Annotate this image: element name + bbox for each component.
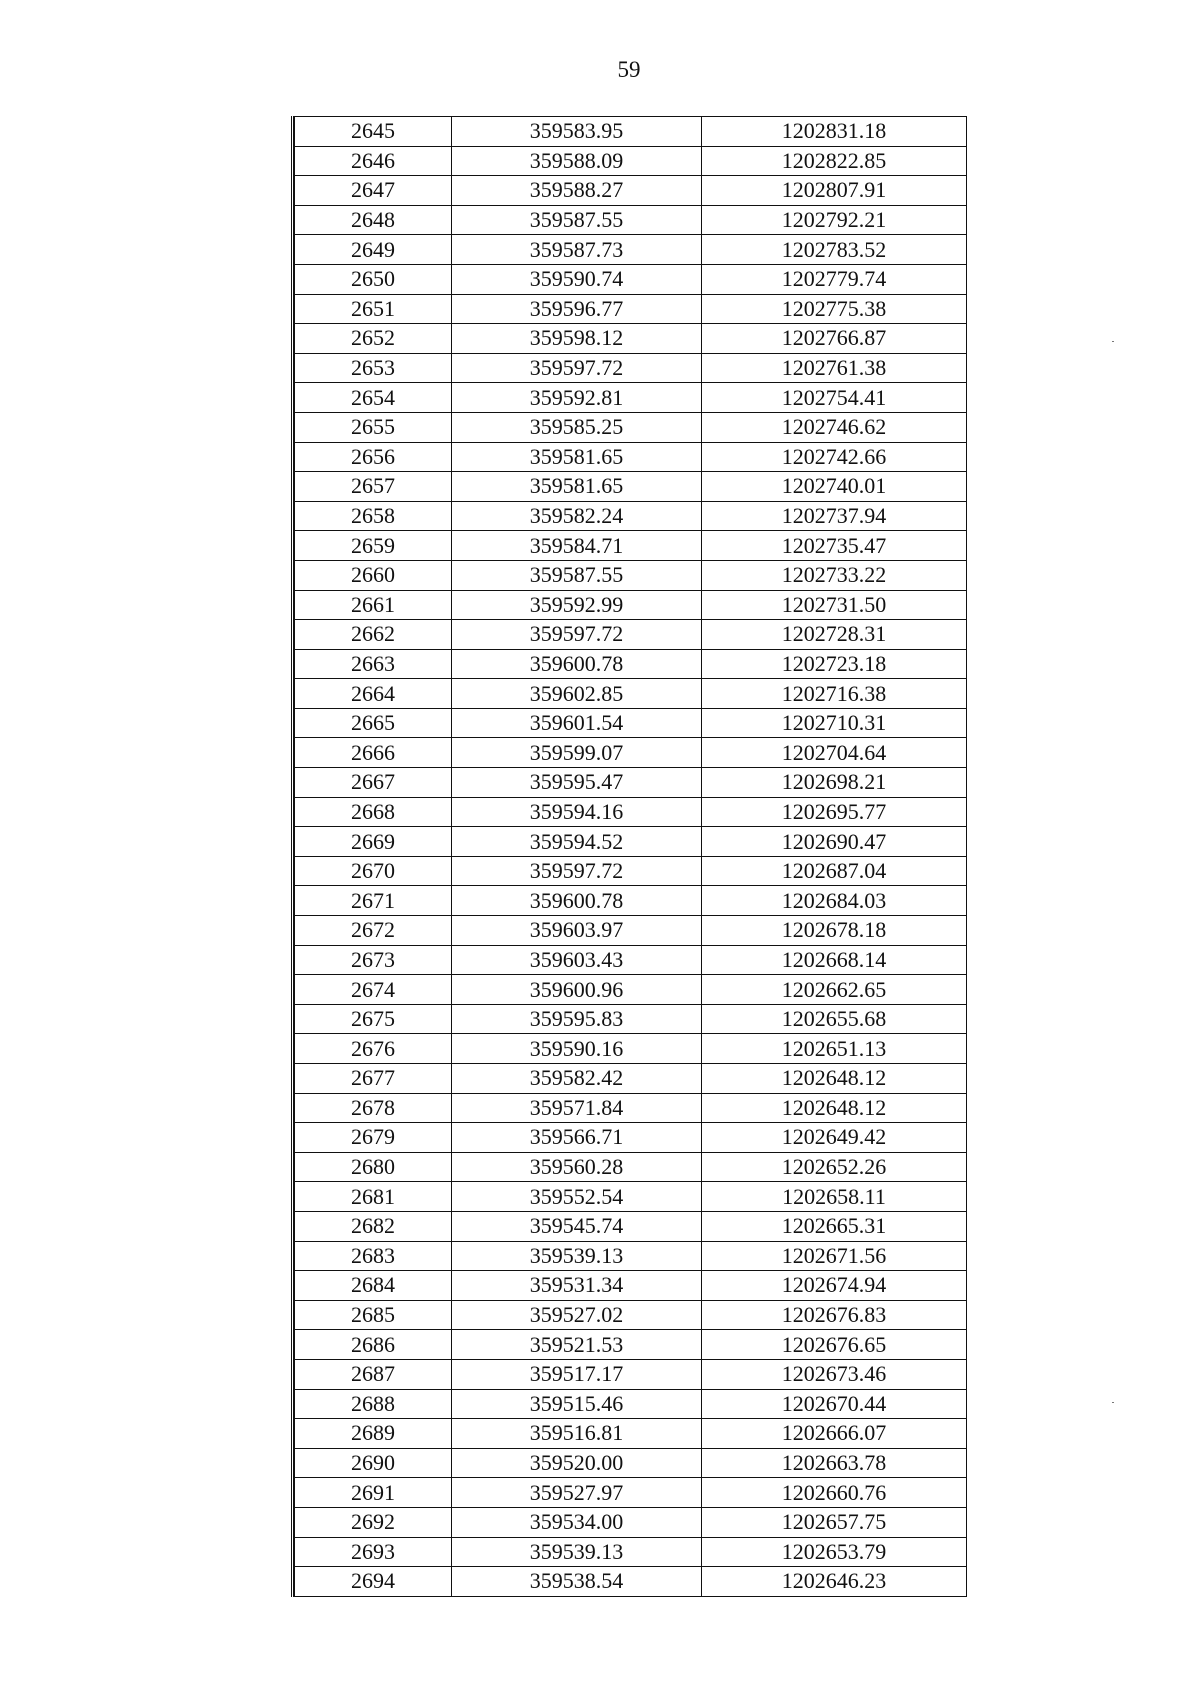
- x-coordinate-cell: 359560.28: [452, 1152, 702, 1182]
- x-coordinate-cell: 359603.97: [452, 916, 702, 946]
- y-coordinate-cell: 1202783.52: [702, 235, 967, 265]
- table-row: [295, 1300, 967, 1330]
- point-number-cell: 2691: [295, 1478, 452, 1508]
- table-row: [295, 1211, 967, 1241]
- y-coordinate-cell: 1202754.41: [702, 383, 967, 413]
- table-row: [295, 1034, 967, 1064]
- y-coordinate-cell: 1202775.38: [702, 294, 967, 324]
- table-row: [295, 501, 967, 531]
- x-coordinate-cell: 359517.17: [452, 1359, 702, 1389]
- point-number-cell: 2658: [295, 501, 452, 531]
- x-coordinate-cell: 359527.97: [452, 1478, 702, 1508]
- y-coordinate-cell: 1202649.42: [702, 1123, 967, 1153]
- x-coordinate-cell: 359595.47: [452, 768, 702, 798]
- table-row: [295, 1004, 967, 1034]
- x-coordinate-cell: 359516.81: [452, 1419, 702, 1449]
- point-number-cell: 2650: [295, 264, 452, 294]
- table-row: [295, 856, 967, 886]
- table-row: [295, 353, 967, 383]
- point-number-cell: 2690: [295, 1448, 452, 1478]
- x-coordinate-cell: 359531.34: [452, 1271, 702, 1301]
- point-number-cell: 2661: [295, 590, 452, 620]
- x-coordinate-cell: 359603.43: [452, 945, 702, 975]
- x-coordinate-cell: 359515.46: [452, 1389, 702, 1419]
- table-row: [295, 205, 967, 235]
- point-number-cell: 2649: [295, 235, 452, 265]
- y-coordinate-cell: 1202671.56: [702, 1241, 967, 1271]
- point-number-cell: 2686: [295, 1330, 452, 1360]
- table-row: [295, 1330, 967, 1360]
- x-coordinate-cell: 359587.73: [452, 235, 702, 265]
- x-coordinate-cell: 359595.83: [452, 1004, 702, 1034]
- point-number-cell: 2682: [295, 1211, 452, 1241]
- y-coordinate-cell: 1202742.66: [702, 442, 967, 472]
- table-row: [295, 1359, 967, 1389]
- y-coordinate-cell: 1202652.26: [702, 1152, 967, 1182]
- x-coordinate-cell: 359597.72: [452, 620, 702, 650]
- y-coordinate-cell: 1202670.44: [702, 1389, 967, 1419]
- table-row: [295, 531, 967, 561]
- y-coordinate-cell: 1202668.14: [702, 945, 967, 975]
- y-coordinate-cell: 1202704.64: [702, 738, 967, 768]
- table-row: [295, 768, 967, 798]
- table-row: [295, 1271, 967, 1301]
- table-row: [295, 975, 967, 1005]
- table-row: [295, 442, 967, 472]
- table-row: [295, 1064, 967, 1094]
- y-coordinate-cell: 1202740.01: [702, 472, 967, 502]
- y-coordinate-cell: 1202648.12: [702, 1093, 967, 1123]
- point-number-cell: 2645: [295, 117, 452, 147]
- point-number-cell: 2667: [295, 768, 452, 798]
- y-coordinate-cell: 1202728.31: [702, 620, 967, 650]
- y-coordinate-cell: 1202735.47: [702, 531, 967, 561]
- point-number-cell: 2655: [295, 412, 452, 442]
- scan-speck: [1112, 1402, 1114, 1403]
- x-coordinate-cell: 359581.65: [452, 442, 702, 472]
- table-row: [295, 176, 967, 206]
- x-coordinate-cell: 359538.54: [452, 1567, 702, 1597]
- table-row: [295, 886, 967, 916]
- y-coordinate-cell: 1202731.50: [702, 590, 967, 620]
- table-row: [295, 1567, 967, 1597]
- point-number-cell: 2663: [295, 649, 452, 679]
- point-number-cell: 2651: [295, 294, 452, 324]
- table-row: [295, 383, 967, 413]
- x-coordinate-cell: 359582.24: [452, 501, 702, 531]
- y-coordinate-cell: 1202690.47: [702, 827, 967, 857]
- y-coordinate-cell: 1202660.76: [702, 1478, 967, 1508]
- x-coordinate-cell: 359583.95: [452, 117, 702, 147]
- table-row: [295, 472, 967, 502]
- scan-speck: [1112, 341, 1114, 342]
- x-coordinate-cell: 359592.81: [452, 383, 702, 413]
- point-number-cell: 2692: [295, 1507, 452, 1537]
- point-number-cell: 2672: [295, 916, 452, 946]
- y-coordinate-cell: 1202746.62: [702, 412, 967, 442]
- point-number-cell: 2684: [295, 1271, 452, 1301]
- point-number-cell: 2675: [295, 1004, 452, 1034]
- x-coordinate-cell: 359596.77: [452, 294, 702, 324]
- x-coordinate-cell: 359588.27: [452, 176, 702, 206]
- x-coordinate-cell: 359552.54: [452, 1182, 702, 1212]
- x-coordinate-cell: 359521.53: [452, 1330, 702, 1360]
- table-row: [295, 294, 967, 324]
- point-number-cell: 2694: [295, 1567, 452, 1597]
- x-coordinate-cell: 359582.42: [452, 1064, 702, 1094]
- x-coordinate-cell: 359520.00: [452, 1448, 702, 1478]
- y-coordinate-cell: 1202648.12: [702, 1064, 967, 1094]
- point-number-cell: 2660: [295, 560, 452, 590]
- y-coordinate-cell: 1202733.22: [702, 560, 967, 590]
- x-coordinate-cell: 359592.99: [452, 590, 702, 620]
- table-row: [295, 560, 967, 590]
- x-coordinate-cell: 359599.07: [452, 738, 702, 768]
- point-number-cell: 2646: [295, 146, 452, 176]
- point-number-cell: 2670: [295, 856, 452, 886]
- x-coordinate-cell: 359602.85: [452, 679, 702, 709]
- table-row: [295, 827, 967, 857]
- x-coordinate-cell: 359581.65: [452, 472, 702, 502]
- y-coordinate-cell: 1202822.85: [702, 146, 967, 176]
- point-number-cell: 2664: [295, 679, 452, 709]
- y-coordinate-cell: 1202674.94: [702, 1271, 967, 1301]
- x-coordinate-cell: 359534.00: [452, 1507, 702, 1537]
- table-row: [295, 1448, 967, 1478]
- point-number-cell: 2666: [295, 738, 452, 768]
- x-coordinate-cell: 359600.78: [452, 886, 702, 916]
- x-coordinate-cell: 359594.16: [452, 797, 702, 827]
- table-row: [295, 738, 967, 768]
- y-coordinate-cell: 1202662.65: [702, 975, 967, 1005]
- y-coordinate-cell: 1202655.68: [702, 1004, 967, 1034]
- table-row: [295, 1152, 967, 1182]
- table-row: [295, 117, 967, 147]
- table-row: [295, 620, 967, 650]
- point-number-cell: 2683: [295, 1241, 452, 1271]
- x-coordinate-cell: 359585.25: [452, 412, 702, 442]
- y-coordinate-cell: 1202666.07: [702, 1419, 967, 1449]
- y-coordinate-cell: 1202698.21: [702, 768, 967, 798]
- y-coordinate-cell: 1202678.18: [702, 916, 967, 946]
- y-coordinate-cell: 1202684.03: [702, 886, 967, 916]
- x-coordinate-cell: 359584.71: [452, 531, 702, 561]
- x-coordinate-cell: 359600.78: [452, 649, 702, 679]
- y-coordinate-cell: 1202695.77: [702, 797, 967, 827]
- y-coordinate-cell: 1202807.91: [702, 176, 967, 206]
- table-row: [295, 1123, 967, 1153]
- point-number-cell: 2671: [295, 886, 452, 916]
- coordinates-table-body: [295, 117, 967, 1597]
- x-coordinate-cell: 359587.55: [452, 560, 702, 590]
- y-coordinate-cell: 1202779.74: [702, 264, 967, 294]
- y-coordinate-cell: 1202673.46: [702, 1359, 967, 1389]
- x-coordinate-cell: 359598.12: [452, 324, 702, 354]
- x-coordinate-cell: 359527.02: [452, 1300, 702, 1330]
- point-number-cell: 2676: [295, 1034, 452, 1064]
- y-coordinate-cell: 1202676.83: [702, 1300, 967, 1330]
- point-number-cell: 2674: [295, 975, 452, 1005]
- table-row: [295, 324, 967, 354]
- table-row: [295, 1537, 967, 1567]
- table-row: [295, 797, 967, 827]
- y-coordinate-cell: 1202792.21: [702, 205, 967, 235]
- table-row: [295, 1093, 967, 1123]
- point-number-cell: 2659: [295, 531, 452, 561]
- x-coordinate-cell: 359587.55: [452, 205, 702, 235]
- table-row: [295, 708, 967, 738]
- x-coordinate-cell: 359539.13: [452, 1537, 702, 1567]
- table-row: [295, 412, 967, 442]
- y-coordinate-cell: 1202658.11: [702, 1182, 967, 1212]
- point-number-cell: 2665: [295, 708, 452, 738]
- table-row: [295, 916, 967, 946]
- x-coordinate-cell: 359594.52: [452, 827, 702, 857]
- point-number-cell: 2685: [295, 1300, 452, 1330]
- y-coordinate-cell: 1202831.18: [702, 117, 967, 147]
- y-coordinate-cell: 1202646.23: [702, 1567, 967, 1597]
- point-number-cell: 2693: [295, 1537, 452, 1567]
- point-number-cell: 2648: [295, 205, 452, 235]
- point-number-cell: 2653: [295, 353, 452, 383]
- point-number-cell: 2680: [295, 1152, 452, 1182]
- y-coordinate-cell: 1202676.65: [702, 1330, 967, 1360]
- table-row: [295, 264, 967, 294]
- x-coordinate-cell: 359597.72: [452, 353, 702, 383]
- point-number-cell: 2669: [295, 827, 452, 857]
- point-number-cell: 2657: [295, 472, 452, 502]
- point-number-cell: 2656: [295, 442, 452, 472]
- y-coordinate-cell: 1202761.38: [702, 353, 967, 383]
- x-coordinate-cell: 359539.13: [452, 1241, 702, 1271]
- page-number: 59: [617, 57, 641, 82]
- y-coordinate-cell: 1202665.31: [702, 1211, 967, 1241]
- x-coordinate-cell: 359566.71: [452, 1123, 702, 1153]
- x-coordinate-cell: 359588.09: [452, 146, 702, 176]
- x-coordinate-cell: 359600.96: [452, 975, 702, 1005]
- table-row: [295, 1389, 967, 1419]
- point-number-cell: 2681: [295, 1182, 452, 1212]
- table-row: [295, 945, 967, 975]
- point-number-cell: 2687: [295, 1359, 452, 1389]
- table-row: [295, 1241, 967, 1271]
- point-number-cell: 2652: [295, 324, 452, 354]
- table-row: [295, 1419, 967, 1449]
- y-coordinate-cell: 1202710.31: [702, 708, 967, 738]
- y-coordinate-cell: 1202663.78: [702, 1448, 967, 1478]
- coordinates-table-frame: [291, 116, 967, 1597]
- table-row: [295, 146, 967, 176]
- y-coordinate-cell: 1202766.87: [702, 324, 967, 354]
- table-row: [295, 235, 967, 265]
- table-row: [295, 679, 967, 709]
- point-number-cell: 2673: [295, 945, 452, 975]
- point-number-cell: 2668: [295, 797, 452, 827]
- table-row: [295, 1182, 967, 1212]
- x-coordinate-cell: 359597.72: [452, 856, 702, 886]
- point-number-cell: 2677: [295, 1064, 452, 1094]
- point-number-cell: 2688: [295, 1389, 452, 1419]
- point-number-cell: 2647: [295, 176, 452, 206]
- table-row: [295, 1507, 967, 1537]
- table-row: [295, 1478, 967, 1508]
- x-coordinate-cell: 359545.74: [452, 1211, 702, 1241]
- y-coordinate-cell: 1202687.04: [702, 856, 967, 886]
- point-number-cell: 2678: [295, 1093, 452, 1123]
- coordinates-table: [294, 116, 967, 1597]
- point-number-cell: 2689: [295, 1419, 452, 1449]
- point-number-cell: 2679: [295, 1123, 452, 1153]
- x-coordinate-cell: 359601.54: [452, 708, 702, 738]
- point-number-cell: 2654: [295, 383, 452, 413]
- x-coordinate-cell: 359571.84: [452, 1093, 702, 1123]
- y-coordinate-cell: 1202716.38: [702, 679, 967, 709]
- y-coordinate-cell: 1202737.94: [702, 501, 967, 531]
- y-coordinate-cell: 1202653.79: [702, 1537, 967, 1567]
- table-row: [295, 649, 967, 679]
- y-coordinate-cell: 1202651.13: [702, 1034, 967, 1064]
- y-coordinate-cell: 1202723.18: [702, 649, 967, 679]
- x-coordinate-cell: 359590.74: [452, 264, 702, 294]
- point-number-cell: 2662: [295, 620, 452, 650]
- x-coordinate-cell: 359590.16: [452, 1034, 702, 1064]
- table-row: [295, 590, 967, 620]
- y-coordinate-cell: 1202657.75: [702, 1507, 967, 1537]
